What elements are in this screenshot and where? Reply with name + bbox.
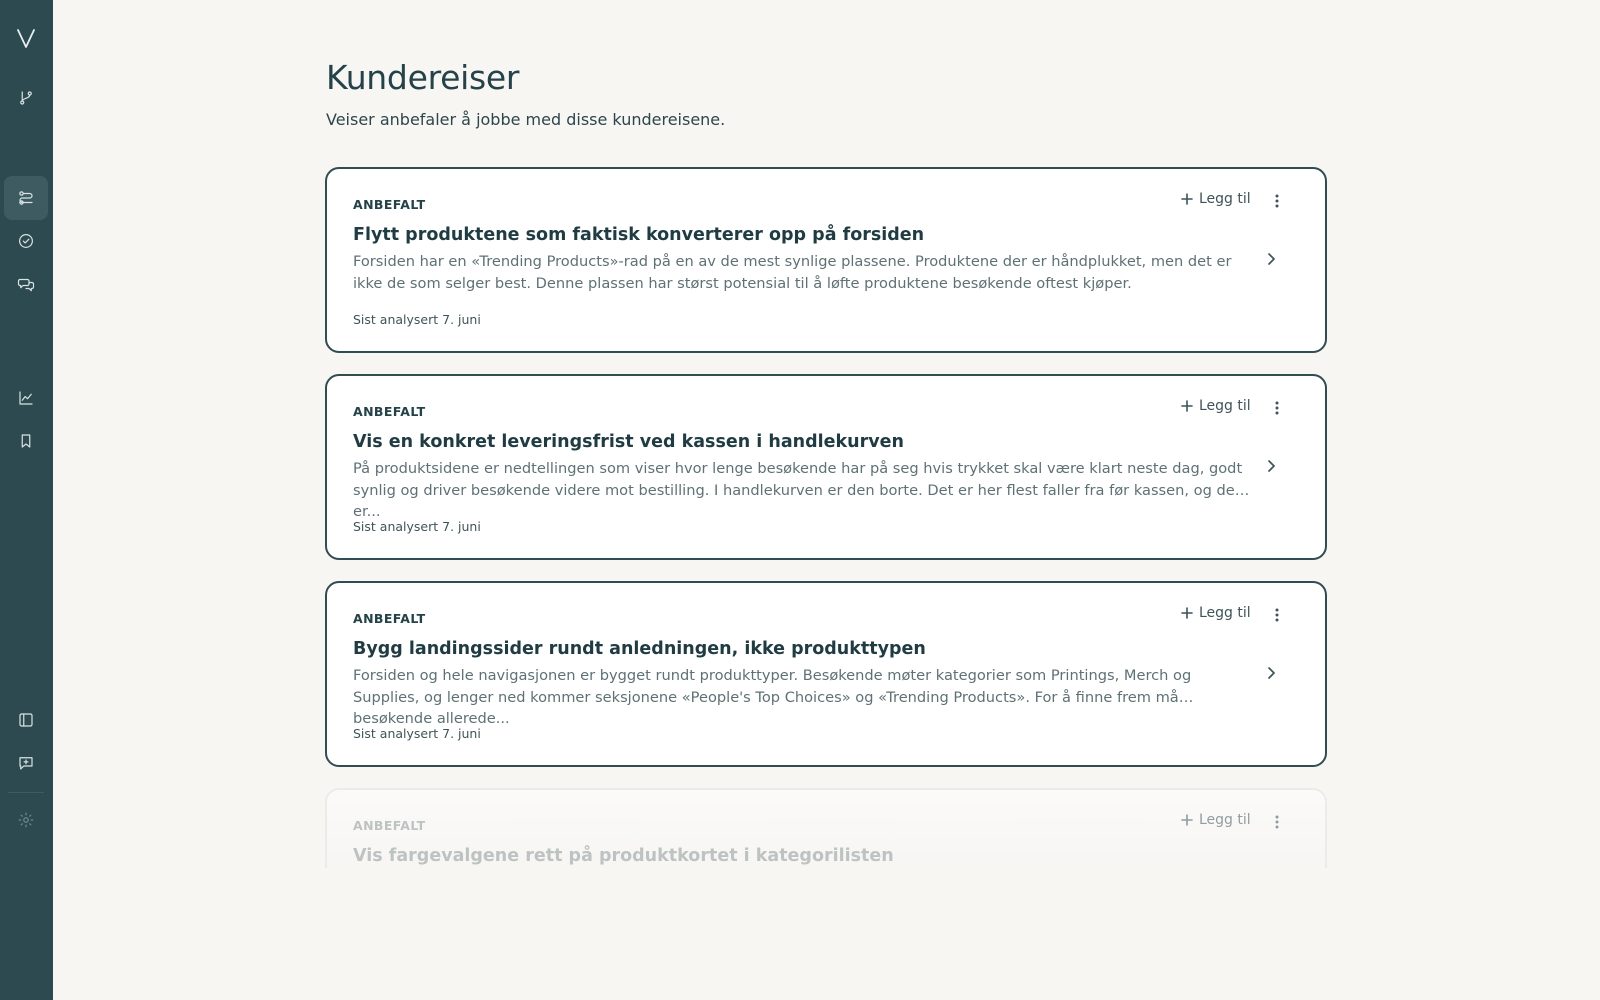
check-circle-icon[interactable] <box>4 219 48 263</box>
plus-icon <box>1181 193 1193 205</box>
last-analyzed: Sist analysert 7. juni <box>353 726 481 741</box>
add-button-label: Legg til <box>1199 812 1251 828</box>
panel-icon[interactable] <box>4 698 48 742</box>
page-title: Kundereiser <box>326 58 520 97</box>
recommended-tag: ANBEFALT <box>353 404 426 419</box>
card-description: Forsiden og hele navigasjonen er bygget rundt produkttyper. Besøkende møter kategorier som Printings, Merch og Supplies, og lenger ned kommer seksjonene «People's Top Choices» og «Trending Products». For å finne frem må besøkende allerede... <box>353 667 1192 727</box>
more-options-icon[interactable] <box>1265 810 1289 834</box>
bookmark-icon[interactable] <box>4 419 48 463</box>
recommended-tag: ANBEFALT <box>353 197 426 212</box>
plus-icon <box>1181 814 1193 826</box>
more-options-icon[interactable] <box>1265 603 1289 627</box>
chevron-right-icon[interactable] <box>1261 456 1281 476</box>
add-button[interactable] <box>1181 812 1251 828</box>
card-description: Forsiden har en «Trending Products»-rad på en av de mest synlige plassene. Produktene der er håndplukket, men det er ikke de som selger best. Denne plassen har størst potensial til å løfte produktene besøkende oftest kjøper. <box>353 253 1232 292</box>
branch-icon[interactable] <box>4 76 48 120</box>
card-description: På produktsidene er nedtellingen som viser hvor lenge besøkende har på seg hvis trykket skal være klart neste dag, godt synlig og driver besøkende videre mot bestilling. I handlekurven er den borte. Det er her flest faller fra før kassen, og det er... <box>353 460 1243 520</box>
last-analyzed: Sist analysert 7. juni <box>353 312 481 327</box>
sidebar-divider <box>8 792 44 793</box>
add-button-label: Legg til <box>1199 605 1251 621</box>
add-button-label: Legg til <box>1199 191 1251 207</box>
add-button-label: Legg til <box>1199 398 1251 414</box>
add-button[interactable] <box>1181 191 1251 207</box>
journey-card[interactable] <box>325 374 1327 560</box>
chevron-right-icon[interactable] <box>1261 663 1281 683</box>
last-analyzed: Sist analysert 7. juni <box>353 519 481 534</box>
journey-card[interactable] <box>325 581 1327 767</box>
chat-bubbles-icon[interactable] <box>4 262 48 306</box>
journey-card[interactable] <box>325 167 1327 353</box>
chevron-right-icon[interactable] <box>1261 249 1281 269</box>
add-button[interactable] <box>1181 398 1251 414</box>
sidebar <box>0 0 53 1000</box>
journey-card[interactable] <box>325 788 1327 868</box>
card-title: Bygg landingssider rundt anledningen, ikke produkttypen <box>353 639 926 659</box>
journeys-icon[interactable] <box>4 176 48 220</box>
plus-icon <box>1181 607 1193 619</box>
plus-icon <box>1181 400 1193 412</box>
settings-icon[interactable] <box>4 798 48 842</box>
card-title: Vis fargevalgene rett på produktkortet i kategorilisten <box>353 846 894 866</box>
recommended-tag: ANBEFALT <box>353 818 426 833</box>
chart-icon[interactable] <box>4 376 48 420</box>
card-title: Vis en konkret leveringsfrist ved kassen i handlekurven <box>353 432 904 452</box>
card-title: Flytt produktene som faktisk konverterer opp på forsiden <box>353 225 925 245</box>
add-comment-icon[interactable] <box>4 741 48 785</box>
more-options-icon[interactable] <box>1265 396 1289 420</box>
recommended-tag: ANBEFALT <box>353 611 426 626</box>
more-options-icon[interactable] <box>1265 189 1289 213</box>
page-subtitle: Veiser anbefaler å jobbe med disse kundereisene. <box>326 110 726 129</box>
veiser-logo-icon[interactable] <box>14 26 38 50</box>
add-button[interactable] <box>1181 605 1251 621</box>
main-content <box>53 0 1600 1000</box>
